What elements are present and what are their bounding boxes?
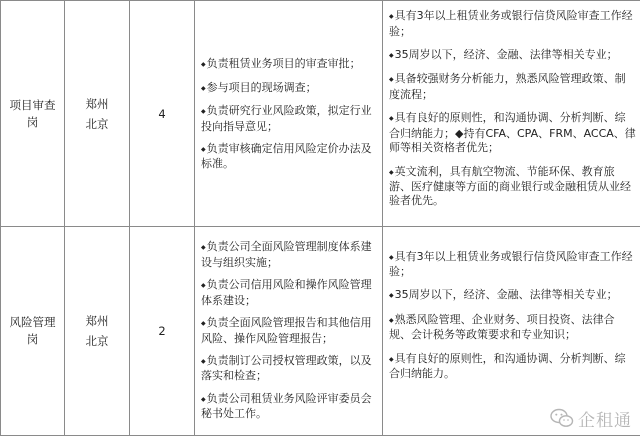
bullet-icon: ◆ [201,357,206,365]
location-text: 北京 [85,116,109,131]
duty-item: ◆负责公司全面风险管理制度体系建设与组织实施； [201,240,372,269]
table-row [1,1,640,227]
bullet-icon: ◆ [201,395,206,403]
duty-item: ◆负责公司信用风险和操作风险管理体系建设； [201,278,372,307]
requirement-item: ◆35周岁以下，经济、金融、法律等相关专业； [389,48,636,63]
location-cell [65,1,130,227]
bullet-icon: ◆ [201,320,206,328]
position-cell [1,227,65,436]
requirement-item: ◆英文流利，具有航空物流、节能环保、教育旅游、医疗健康等方面的商业银行或金融租赁从业经验者优先。 [389,164,631,208]
bullet-icon: ◆ [389,115,394,123]
requirement-item: ◆具有良好的原则性，和沟通协调、分析判断、综合归纳能力。 [389,351,626,381]
requirement-item: ◆具有3年以上租赁业务或银行信贷风险审查工作经验； [389,249,633,278]
position-name-line: 岗 [26,114,39,129]
bullet-icon: ◆ [389,168,394,176]
bullet-icon: ◆ [389,316,394,324]
requirements-cell [383,1,640,227]
bullet-icon: ◆ [201,84,206,92]
duty-item: ◆负责公司租赁业务风险评审委员会秘书处工作。 [201,391,372,421]
location-cell [65,227,130,436]
requirement-item: ◆35周岁以下，经济、金融、法律等相关专业； [389,288,636,303]
bullet-icon: ◆ [201,108,206,116]
bullet-icon: ◆ [201,244,206,252]
bullet-icon: ◆ [201,61,206,69]
headcount-value: 4 [158,106,166,121]
headcount-cell [130,227,195,436]
bullet-icon: ◆ [201,145,206,153]
duty-item: ◆参与项目的现场调查； [201,81,378,96]
bullet-icon: ◆ [389,292,394,300]
position-name-line: 风险管理 [9,315,56,329]
duties-cell [195,1,383,227]
wechat-logo-icon [550,408,574,428]
bullet-icon: ◆ [389,355,394,363]
location-text: 郑州 [85,96,109,111]
location-text: 北京 [85,334,109,348]
headcount-cell [130,1,195,227]
bullet-icon: ◆ [389,13,394,21]
requirement-item: ◆具有3年以上租赁业务或银行信贷风险审查工作经验； [389,9,633,38]
position-name-line: 岗 [26,332,39,346]
position-cell [1,1,65,227]
bullet-icon: ◆ [201,282,206,290]
duties-cell [195,227,383,436]
requirement-item: ◆具备较强财务分析能力，熟悉风险管理政策、制度流程； [389,72,626,101]
location-text: 郑州 [85,314,109,328]
bullet-icon: ◆ [389,76,394,84]
table-row [1,227,640,436]
requirement-item: ◆具有良好的原则性，和沟通协调、分析判断、综合归纳能力；◆持有CFA、CPA、FRM、ACCA、律师等相关资格者优先； [389,111,636,155]
watermark-text: 企租通 [578,410,632,431]
position-name-line: 项目审查 [9,97,56,112]
requirement-item: ◆熟悉风险管理、企业财务、项目投资、法律合规、会计税务等政策要求和专业知识； [389,312,615,342]
bullet-icon: ◆ [389,253,394,261]
duty-item: ◆负责研究行业风险政策，拟定行业投向指导意见； [201,104,372,133]
duty-item: ◆负责租赁业务项目的审查审批； [201,57,378,72]
bullet-icon: ◆ [389,52,394,60]
duty-item: ◆负责审核确定信用风险定价办法及标准。 [201,141,372,171]
watermark [550,403,632,433]
headcount-value: 2 [158,324,166,338]
duty-item: ◆负责制订公司授权管理政策，以及落实和检查； [201,353,372,383]
duty-item: ◆负责全面风险管理报告和其他信用风险、操作风险管理报告； [201,316,372,345]
